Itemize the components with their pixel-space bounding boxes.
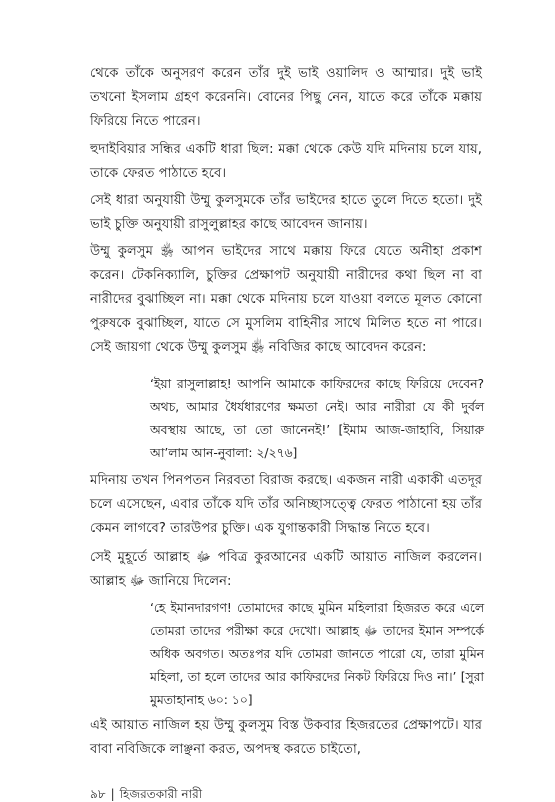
paragraph-6: সেই মুহূর্তে আল্লাহ ﷻ পবিত্র কুরআনের একটি আয়াত নাজিল করলেন। আল্লাহ ﷻ জানিয়ে দিলেন:	[90, 550, 482, 589]
block-quote-1: ‘ইয়া রাসুলাল্লাহ! আপনি আমাকে কাফিরদের কাছে ফিরিয়ে দেবেন? অথচ, আমার ধৈর্যধারণের ক্ষমতা নেই। আর নারীরা যে কী দুর্বল অবস্থায় আছে, তা তো জানেনই!’ [ইমাম আজ-জাহাবি, সিয়ারু আ’লাম আন-নুবালা: ২/২৭৬]	[150, 377, 484, 460]
paragraph-4: উম্মু কুলসুম ﵂ আপন ভাইদের সাথে মক্কায় ফিরে যেতে অনীহা প্রকাশ করেন। টেকনিক্যালি, চুক্তির প্রেক্ষাপট অনুযায়ী নারীদের কথা ছিল না বা নারীদের বুঝাচ্ছিল না। মক্কা থেকে মদিনায় চলে যাওয়া বলতে মূলত কোনো পুরুষকে বুঝাচ্ছিল, যাতে সে মুসলিম বাহিনীর সাথে মিলিত হতে না পারে। সেই জায়গা থেকে উম্মু কুলসুম ﵂ নবিজির কাছে আবেদন করেন:	[90, 244, 482, 355]
block-quote-2: ‘হে ইমানদারগণ! তোমাদের কাছে মুমিন মহিলারা হিজরত করে এলে তোমরা তাদের পরীক্ষা করে দেখো। আল্লাহ ﷻ তাদের ইমান সম্পর্কে অধিক অবগত। অতঃপর যদি তোমরা জানতে পারো যে, তারা মুমিন মহিলা, তা হলে তাদের আর কাফিরদের নিকট ফিরিয়ে দিও না।’ [সুরা মুমতাহানাহ ৬০: ১০]	[150, 601, 484, 707]
paragraph-5: মদিনায় তখন পিনপতন নিরবতা বিরাজ করছে। একজন নারী একাকী এতদূর চলে এসেছেন, এবার তাঁকে যদি তাঁর অনিচ্ছাসত্ত্বে ফেরত পাঠানো হয় তাঁর কেমন লাগবে? তারউপর চুক্তি। এক যুগান্তকারী সিদ্ধান্ত নিতে হবে।	[90, 473, 482, 536]
paragraph-7: এই আয়াত নাজিল হয় উম্মু কুলসুম বিস্ত উকবার হিজরতের প্রেক্ষাপটে। যার বাবা নবিজিকে লাঞ্ছনা করত, অপদস্থ করতে চাইতো,	[90, 718, 482, 757]
paragraph-1: থেকে তাঁকে অনুসরণ করেন তাঁর দুই ভাই ওয়ালিদ ও আম্মার। দুই ভাই তখনো ইসলাম গ্রহণ করেননি। বোনের পিছু নেন, যাতে করে তাঁকে মক্কায় ফিরিয়ে নিতে পারেন।	[90, 66, 482, 129]
paragraph-3: সেই ধারা অনুযায়ী উম্মু কুলসুমকে তাঁর ভাইদের হাতে তুলে দিতে হতো। দুই ভাই চুক্তি অনুযায়ী রাসুলুল্লাহর কাছে আবেদন জানায়।	[90, 193, 482, 232]
page-number: ৯৮	[90, 787, 106, 801]
book-title: হিজরতকারী নারী	[119, 787, 203, 801]
paragraph-2: হুদাইবিয়ার সন্ধির একটি ধারা ছিল: মক্কা থেকে কেউ যদি মদিনায় চলে যায়, তাকে ফেরত পাঠাতে হবে।	[90, 142, 482, 181]
footer-separator: |	[110, 787, 115, 801]
